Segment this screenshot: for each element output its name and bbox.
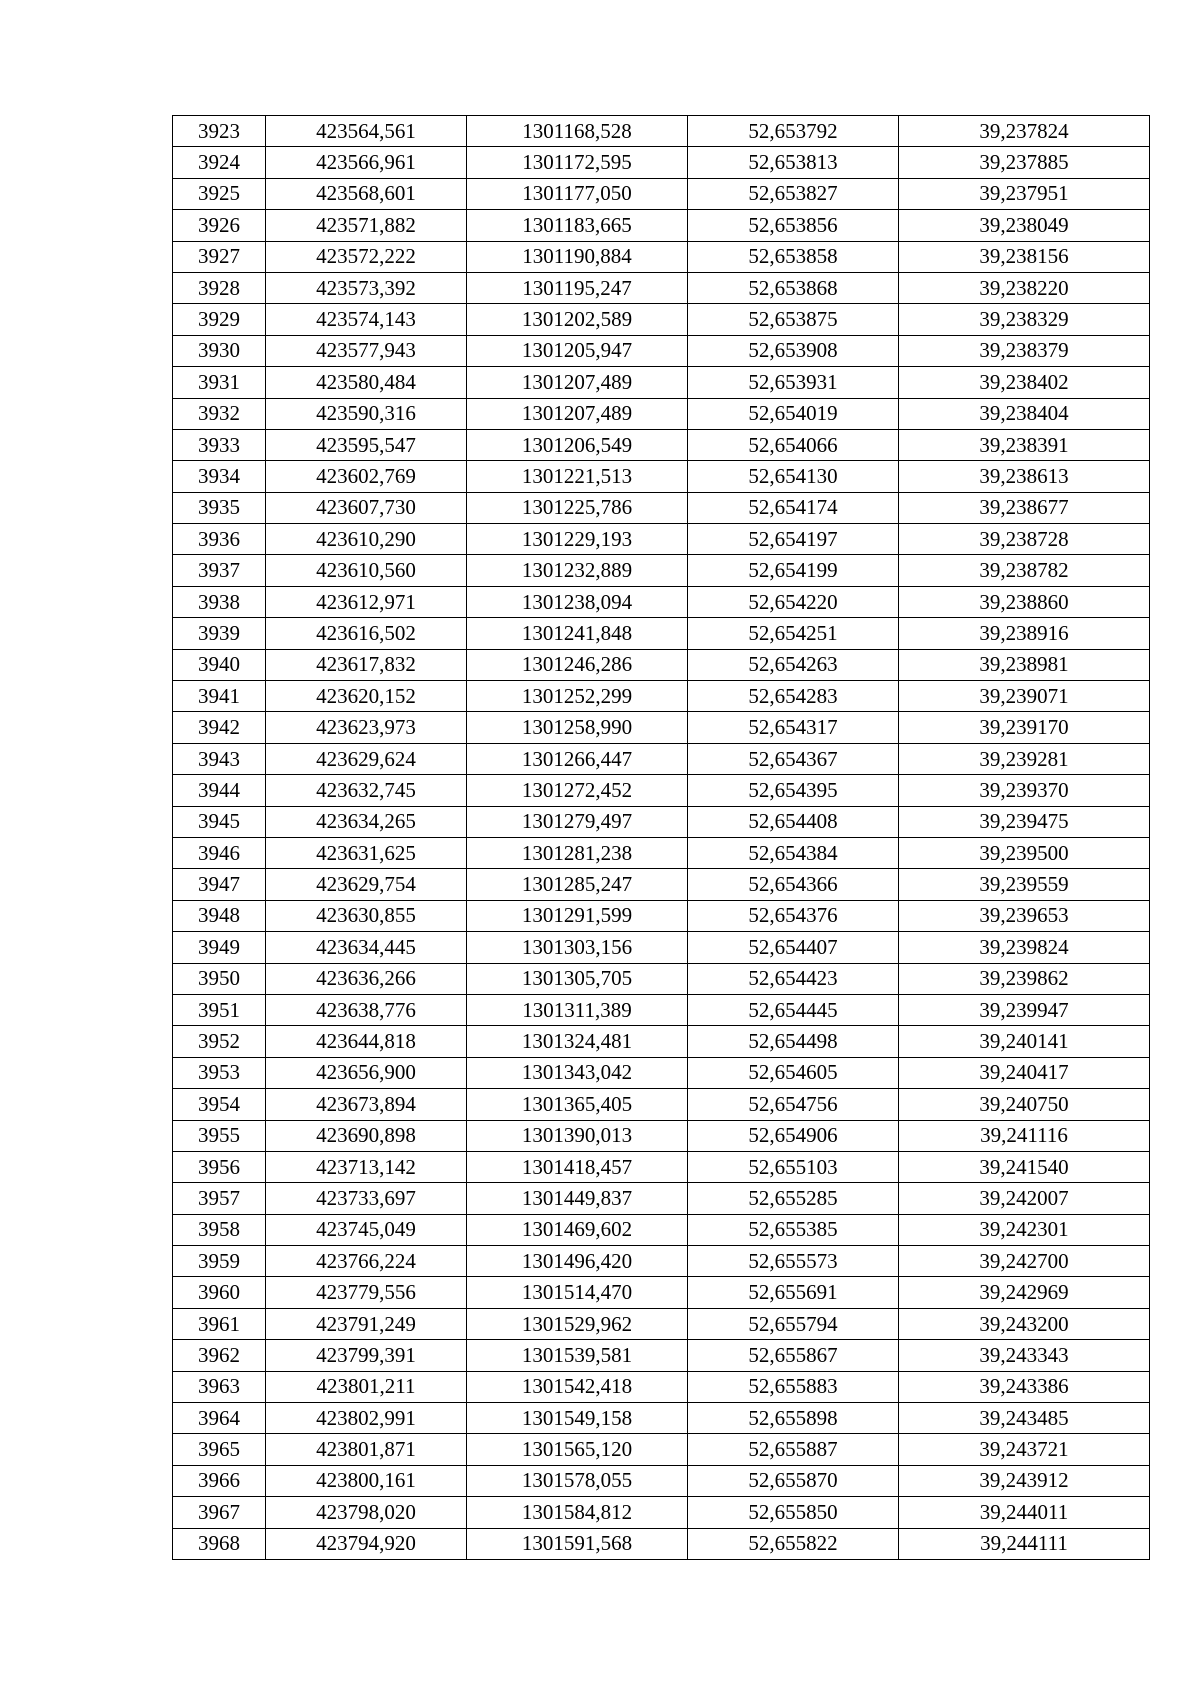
latitude-cell: 52,654605 — [688, 1057, 899, 1088]
latitude-cell: 52,654066 — [688, 429, 899, 460]
point-number-cell: 3937 — [173, 555, 266, 586]
point-number-cell: 3943 — [173, 743, 266, 774]
x-coordinate-cell: 423801,871 — [266, 1434, 467, 1465]
point-number-cell: 3945 — [173, 806, 266, 837]
table-row — [173, 1403, 1150, 1434]
table-row — [173, 1026, 1150, 1057]
y-coordinate-cell: 1301291,599 — [467, 900, 688, 931]
point-number-cell: 3961 — [173, 1308, 266, 1339]
y-coordinate-cell: 1301229,193 — [467, 524, 688, 555]
table-row — [173, 743, 1150, 774]
y-coordinate-cell: 1301241,848 — [467, 618, 688, 649]
x-coordinate-cell: 423802,991 — [266, 1403, 467, 1434]
x-coordinate-cell: 423566,961 — [266, 147, 467, 178]
y-coordinate-cell: 1301303,156 — [467, 932, 688, 963]
y-coordinate-cell: 1301183,665 — [467, 210, 688, 241]
point-number-cell: 3948 — [173, 900, 266, 931]
latitude-cell: 52,653931 — [688, 367, 899, 398]
latitude-cell: 52,654283 — [688, 681, 899, 712]
latitude-cell: 52,654756 — [688, 1089, 899, 1120]
y-coordinate-cell: 1301285,247 — [467, 869, 688, 900]
point-number-cell: 3953 — [173, 1057, 266, 1088]
longitude-cell: 39,238916 — [899, 618, 1150, 649]
y-coordinate-cell: 1301272,452 — [467, 775, 688, 806]
latitude-cell: 52,655850 — [688, 1497, 899, 1528]
table-row — [173, 963, 1150, 994]
table-row — [173, 1340, 1150, 1371]
y-coordinate-cell: 1301168,528 — [467, 116, 688, 147]
point-number-cell: 3954 — [173, 1089, 266, 1120]
x-coordinate-cell: 423801,211 — [266, 1371, 467, 1402]
latitude-cell: 52,654197 — [688, 524, 899, 555]
y-coordinate-cell: 1301252,299 — [467, 681, 688, 712]
point-number-cell: 3951 — [173, 994, 266, 1025]
x-coordinate-cell: 423766,224 — [266, 1246, 467, 1277]
y-coordinate-cell: 1301202,589 — [467, 304, 688, 335]
x-coordinate-cell: 423574,143 — [266, 304, 467, 335]
x-coordinate-cell: 423779,556 — [266, 1277, 467, 1308]
x-coordinate-cell: 423794,920 — [266, 1528, 467, 1559]
longitude-cell: 39,239170 — [899, 712, 1150, 743]
point-number-cell: 3936 — [173, 524, 266, 555]
y-coordinate-cell: 1301246,286 — [467, 649, 688, 680]
y-coordinate-cell: 1301390,013 — [467, 1120, 688, 1151]
y-coordinate-cell: 1301324,481 — [467, 1026, 688, 1057]
latitude-cell: 52,655573 — [688, 1246, 899, 1277]
longitude-cell: 39,238404 — [899, 398, 1150, 429]
table-row — [173, 712, 1150, 743]
latitude-cell: 52,654498 — [688, 1026, 899, 1057]
point-number-cell: 3930 — [173, 335, 266, 366]
table-row — [173, 1183, 1150, 1214]
x-coordinate-cell: 423798,020 — [266, 1497, 467, 1528]
y-coordinate-cell: 1301311,389 — [467, 994, 688, 1025]
longitude-cell: 39,240750 — [899, 1089, 1150, 1120]
longitude-cell: 39,239824 — [899, 932, 1150, 963]
latitude-cell: 52,653827 — [688, 178, 899, 209]
x-coordinate-cell: 423638,776 — [266, 994, 467, 1025]
table-row — [173, 461, 1150, 492]
y-coordinate-cell: 1301206,549 — [467, 429, 688, 460]
table-row — [173, 1089, 1150, 1120]
y-coordinate-cell: 1301343,042 — [467, 1057, 688, 1088]
table-row — [173, 1465, 1150, 1496]
longitude-cell: 39,238782 — [899, 555, 1150, 586]
latitude-cell: 52,654367 — [688, 743, 899, 774]
longitude-cell: 39,242301 — [899, 1214, 1150, 1245]
longitude-cell: 39,243721 — [899, 1434, 1150, 1465]
longitude-cell: 39,243386 — [899, 1371, 1150, 1402]
longitude-cell: 39,239947 — [899, 994, 1150, 1025]
point-number-cell: 3967 — [173, 1497, 266, 1528]
latitude-cell: 52,655794 — [688, 1308, 899, 1339]
y-coordinate-cell: 1301207,489 — [467, 398, 688, 429]
x-coordinate-cell: 423617,832 — [266, 649, 467, 680]
point-number-cell: 3934 — [173, 461, 266, 492]
latitude-cell: 52,655822 — [688, 1528, 899, 1559]
table-row — [173, 555, 1150, 586]
x-coordinate-cell: 423629,624 — [266, 743, 467, 774]
point-number-cell: 3960 — [173, 1277, 266, 1308]
longitude-cell: 39,238728 — [899, 524, 1150, 555]
table-row — [173, 775, 1150, 806]
table-row — [173, 335, 1150, 366]
latitude-cell: 52,653908 — [688, 335, 899, 366]
longitude-cell: 39,243343 — [899, 1340, 1150, 1371]
x-coordinate-cell: 423595,547 — [266, 429, 467, 460]
y-coordinate-cell: 1301172,595 — [467, 147, 688, 178]
table-row — [173, 1246, 1150, 1277]
y-coordinate-cell: 1301207,489 — [467, 367, 688, 398]
latitude-cell: 52,655883 — [688, 1371, 899, 1402]
table-row — [173, 1057, 1150, 1088]
y-coordinate-cell: 1301205,947 — [467, 335, 688, 366]
table-row — [173, 806, 1150, 837]
latitude-cell: 52,654376 — [688, 900, 899, 931]
point-number-cell: 3955 — [173, 1120, 266, 1151]
latitude-cell: 52,654130 — [688, 461, 899, 492]
latitude-cell: 52,654019 — [688, 398, 899, 429]
point-number-cell: 3957 — [173, 1183, 266, 1214]
longitude-cell: 39,242700 — [899, 1246, 1150, 1277]
longitude-cell: 39,240141 — [899, 1026, 1150, 1057]
longitude-cell: 39,238402 — [899, 367, 1150, 398]
latitude-cell: 52,655887 — [688, 1434, 899, 1465]
coordinates-table — [172, 115, 1150, 1560]
point-number-cell: 3929 — [173, 304, 266, 335]
x-coordinate-cell: 423629,754 — [266, 869, 467, 900]
latitude-cell: 52,654408 — [688, 806, 899, 837]
x-coordinate-cell: 423634,265 — [266, 806, 467, 837]
table-row — [173, 1151, 1150, 1182]
x-coordinate-cell: 423602,769 — [266, 461, 467, 492]
latitude-cell: 52,654445 — [688, 994, 899, 1025]
x-coordinate-cell: 423673,894 — [266, 1089, 467, 1120]
point-number-cell: 3968 — [173, 1528, 266, 1559]
x-coordinate-cell: 423745,049 — [266, 1214, 467, 1245]
y-coordinate-cell: 1301365,405 — [467, 1089, 688, 1120]
table-row — [173, 618, 1150, 649]
point-number-cell: 3925 — [173, 178, 266, 209]
y-coordinate-cell: 1301232,889 — [467, 555, 688, 586]
table-row — [173, 649, 1150, 680]
x-coordinate-cell: 423733,697 — [266, 1183, 467, 1214]
point-number-cell: 3959 — [173, 1246, 266, 1277]
x-coordinate-cell: 423690,898 — [266, 1120, 467, 1151]
point-number-cell: 3947 — [173, 869, 266, 900]
latitude-cell: 52,654407 — [688, 932, 899, 963]
point-number-cell: 3931 — [173, 367, 266, 398]
y-coordinate-cell: 1301258,990 — [467, 712, 688, 743]
x-coordinate-cell: 423623,973 — [266, 712, 467, 743]
x-coordinate-cell: 423636,266 — [266, 963, 467, 994]
x-coordinate-cell: 423631,625 — [266, 837, 467, 868]
table-row — [173, 1528, 1150, 1559]
latitude-cell: 52,653875 — [688, 304, 899, 335]
y-coordinate-cell: 1301529,962 — [467, 1308, 688, 1339]
longitude-cell: 39,237885 — [899, 147, 1150, 178]
table-row — [173, 586, 1150, 617]
x-coordinate-cell: 423644,818 — [266, 1026, 467, 1057]
coordinates-table-body — [173, 116, 1150, 1560]
y-coordinate-cell: 1301565,120 — [467, 1434, 688, 1465]
x-coordinate-cell: 423568,601 — [266, 178, 467, 209]
x-coordinate-cell: 423572,222 — [266, 241, 467, 272]
y-coordinate-cell: 1301449,837 — [467, 1183, 688, 1214]
table-row — [173, 900, 1150, 931]
x-coordinate-cell: 423800,161 — [266, 1465, 467, 1496]
longitude-cell: 39,238049 — [899, 210, 1150, 241]
table-row — [173, 1371, 1150, 1402]
table-row — [173, 116, 1150, 147]
longitude-cell: 39,238860 — [899, 586, 1150, 617]
latitude-cell: 52,654199 — [688, 555, 899, 586]
point-number-cell: 3927 — [173, 241, 266, 272]
longitude-cell: 39,243485 — [899, 1403, 1150, 1434]
latitude-cell: 52,655103 — [688, 1151, 899, 1182]
y-coordinate-cell: 1301305,705 — [467, 963, 688, 994]
x-coordinate-cell: 423799,391 — [266, 1340, 467, 1371]
latitude-cell: 52,654220 — [688, 586, 899, 617]
latitude-cell: 52,655898 — [688, 1403, 899, 1434]
latitude-cell: 52,653856 — [688, 210, 899, 241]
x-coordinate-cell: 423610,290 — [266, 524, 467, 555]
latitude-cell: 52,653813 — [688, 147, 899, 178]
longitude-cell: 39,239475 — [899, 806, 1150, 837]
longitude-cell: 39,241116 — [899, 1120, 1150, 1151]
point-number-cell: 3928 — [173, 272, 266, 303]
longitude-cell: 39,238613 — [899, 461, 1150, 492]
x-coordinate-cell: 423590,316 — [266, 398, 467, 429]
longitude-cell: 39,242007 — [899, 1183, 1150, 1214]
table-row — [173, 210, 1150, 241]
point-number-cell: 3924 — [173, 147, 266, 178]
table-row — [173, 837, 1150, 868]
x-coordinate-cell: 423791,249 — [266, 1308, 467, 1339]
longitude-cell: 39,238329 — [899, 304, 1150, 335]
table-row — [173, 1214, 1150, 1245]
y-coordinate-cell: 1301539,581 — [467, 1340, 688, 1371]
y-coordinate-cell: 1301266,447 — [467, 743, 688, 774]
x-coordinate-cell: 423580,484 — [266, 367, 467, 398]
table-row — [173, 147, 1150, 178]
x-coordinate-cell: 423630,855 — [266, 900, 467, 931]
latitude-cell: 52,653792 — [688, 116, 899, 147]
table-row — [173, 178, 1150, 209]
latitude-cell: 52,655285 — [688, 1183, 899, 1214]
x-coordinate-cell: 423573,392 — [266, 272, 467, 303]
point-number-cell: 3926 — [173, 210, 266, 241]
y-coordinate-cell: 1301190,884 — [467, 241, 688, 272]
point-number-cell: 3942 — [173, 712, 266, 743]
x-coordinate-cell: 423632,745 — [266, 775, 467, 806]
longitude-cell: 39,237824 — [899, 116, 1150, 147]
x-coordinate-cell: 423612,971 — [266, 586, 467, 617]
table-row — [173, 241, 1150, 272]
latitude-cell: 52,654384 — [688, 837, 899, 868]
point-number-cell: 3965 — [173, 1434, 266, 1465]
longitude-cell: 39,243912 — [899, 1465, 1150, 1496]
point-number-cell: 3941 — [173, 681, 266, 712]
point-number-cell: 3950 — [173, 963, 266, 994]
longitude-cell: 39,238220 — [899, 272, 1150, 303]
longitude-cell: 39,239559 — [899, 869, 1150, 900]
longitude-cell: 39,244011 — [899, 1497, 1150, 1528]
y-coordinate-cell: 1301195,247 — [467, 272, 688, 303]
x-coordinate-cell: 423564,561 — [266, 116, 467, 147]
point-number-cell: 3962 — [173, 1340, 266, 1371]
latitude-cell: 52,654317 — [688, 712, 899, 743]
y-coordinate-cell: 1301591,568 — [467, 1528, 688, 1559]
table-row — [173, 429, 1150, 460]
point-number-cell: 3949 — [173, 932, 266, 963]
longitude-cell: 39,238391 — [899, 429, 1150, 460]
table-row — [173, 1120, 1150, 1151]
longitude-cell: 39,240417 — [899, 1057, 1150, 1088]
y-coordinate-cell: 1301238,094 — [467, 586, 688, 617]
table-row — [173, 1308, 1150, 1339]
x-coordinate-cell: 423713,142 — [266, 1151, 467, 1182]
y-coordinate-cell: 1301221,513 — [467, 461, 688, 492]
y-coordinate-cell: 1301418,457 — [467, 1151, 688, 1182]
longitude-cell: 39,243200 — [899, 1308, 1150, 1339]
latitude-cell: 52,653858 — [688, 241, 899, 272]
y-coordinate-cell: 1301469,602 — [467, 1214, 688, 1245]
latitude-cell: 52,655870 — [688, 1465, 899, 1496]
x-coordinate-cell: 423571,882 — [266, 210, 467, 241]
longitude-cell: 39,239653 — [899, 900, 1150, 931]
latitude-cell: 52,653868 — [688, 272, 899, 303]
x-coordinate-cell: 423616,502 — [266, 618, 467, 649]
x-coordinate-cell: 423620,152 — [266, 681, 467, 712]
longitude-cell: 39,239862 — [899, 963, 1150, 994]
latitude-cell: 52,655385 — [688, 1214, 899, 1245]
y-coordinate-cell: 1301225,786 — [467, 492, 688, 523]
y-coordinate-cell: 1301279,497 — [467, 806, 688, 837]
x-coordinate-cell: 423610,560 — [266, 555, 467, 586]
point-number-cell: 3956 — [173, 1151, 266, 1182]
longitude-cell: 39,239370 — [899, 775, 1150, 806]
y-coordinate-cell: 1301281,238 — [467, 837, 688, 868]
latitude-cell: 52,655867 — [688, 1340, 899, 1371]
longitude-cell: 39,238379 — [899, 335, 1150, 366]
table-row — [173, 524, 1150, 555]
latitude-cell: 52,655691 — [688, 1277, 899, 1308]
x-coordinate-cell: 423634,445 — [266, 932, 467, 963]
y-coordinate-cell: 1301549,158 — [467, 1403, 688, 1434]
table-row — [173, 1277, 1150, 1308]
latitude-cell: 52,654366 — [688, 869, 899, 900]
table-row — [173, 272, 1150, 303]
y-coordinate-cell: 1301578,055 — [467, 1465, 688, 1496]
longitude-cell: 39,241540 — [899, 1151, 1150, 1182]
y-coordinate-cell: 1301542,418 — [467, 1371, 688, 1402]
x-coordinate-cell: 423607,730 — [266, 492, 467, 523]
latitude-cell: 52,654263 — [688, 649, 899, 680]
table-row — [173, 932, 1150, 963]
table-row — [173, 398, 1150, 429]
table-row — [173, 304, 1150, 335]
y-coordinate-cell: 1301496,420 — [467, 1246, 688, 1277]
y-coordinate-cell: 1301514,470 — [467, 1277, 688, 1308]
longitude-cell: 39,239500 — [899, 837, 1150, 868]
latitude-cell: 52,654906 — [688, 1120, 899, 1151]
x-coordinate-cell: 423656,900 — [266, 1057, 467, 1088]
table-row — [173, 1434, 1150, 1465]
longitude-cell: 39,239281 — [899, 743, 1150, 774]
table-row — [173, 994, 1150, 1025]
point-number-cell: 3946 — [173, 837, 266, 868]
table-row — [173, 869, 1150, 900]
longitude-cell: 39,242969 — [899, 1277, 1150, 1308]
point-number-cell: 3932 — [173, 398, 266, 429]
table-row — [173, 1497, 1150, 1528]
point-number-cell: 3939 — [173, 618, 266, 649]
latitude-cell: 52,654395 — [688, 775, 899, 806]
point-number-cell: 3938 — [173, 586, 266, 617]
y-coordinate-cell: 1301177,050 — [467, 178, 688, 209]
table-row — [173, 681, 1150, 712]
latitude-cell: 52,654423 — [688, 963, 899, 994]
x-coordinate-cell: 423577,943 — [266, 335, 467, 366]
table-row — [173, 367, 1150, 398]
point-number-cell: 3935 — [173, 492, 266, 523]
longitude-cell: 39,239071 — [899, 681, 1150, 712]
longitude-cell: 39,237951 — [899, 178, 1150, 209]
point-number-cell: 3952 — [173, 1026, 266, 1057]
point-number-cell: 3944 — [173, 775, 266, 806]
point-number-cell: 3964 — [173, 1403, 266, 1434]
table-row — [173, 492, 1150, 523]
latitude-cell: 52,654174 — [688, 492, 899, 523]
point-number-cell: 3933 — [173, 429, 266, 460]
longitude-cell: 39,238677 — [899, 492, 1150, 523]
point-number-cell: 3963 — [173, 1371, 266, 1402]
y-coordinate-cell: 1301584,812 — [467, 1497, 688, 1528]
point-number-cell: 3958 — [173, 1214, 266, 1245]
point-number-cell: 3940 — [173, 649, 266, 680]
longitude-cell: 39,238981 — [899, 649, 1150, 680]
point-number-cell: 3966 — [173, 1465, 266, 1496]
longitude-cell: 39,244111 — [899, 1528, 1150, 1559]
latitude-cell: 52,654251 — [688, 618, 899, 649]
point-number-cell: 3923 — [173, 116, 266, 147]
longitude-cell: 39,238156 — [899, 241, 1150, 272]
